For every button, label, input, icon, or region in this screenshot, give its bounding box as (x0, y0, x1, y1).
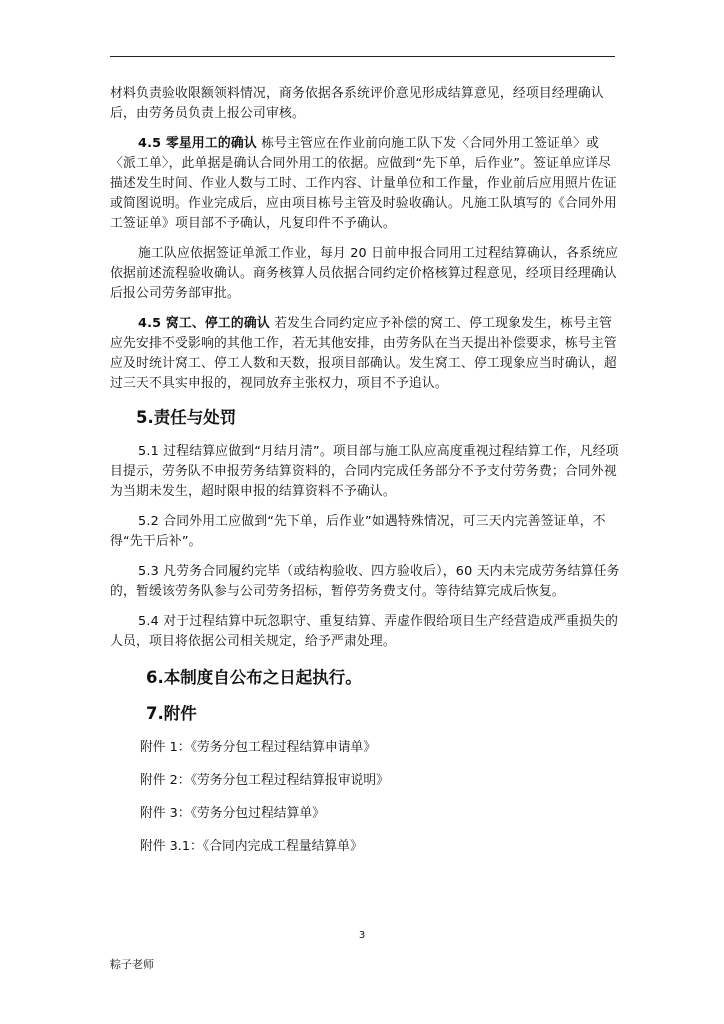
header-rule (110, 56, 615, 57)
attachment-item: 附件 1：《劳务分包工程过程结算申请单》 (140, 740, 377, 755)
paragraph-5-2: 5.2 合同外用工应做到“先下单，后作业”如遇特殊情况，可三天内完善签证单，不得“先干后补”。 (110, 514, 606, 549)
paragraph-dispatch: 施工队应依据签证单派工作业，每月 20 日前申报合同用工过程结算确认，各系统应依据前述流程验收确认。商务核算人员依据合同约定价格核算过程意见，经项目经理确认后报公司劳务部审批。 (110, 246, 619, 301)
page-number: 3 (358, 930, 366, 941)
document-body (110, 84, 620, 870)
section-heading: 4.5 窝工、停工的确认 (138, 316, 270, 331)
section-body: 若发生合同约定应予补偿的窝工、停工现象发生，栋号主管应先安排不受影响的其他工作，若无其他安排，由劳务队在当天提出补偿要求，栋号主管应及时统计窝工、停工人数和天数，报项目部确认。发生窝工、停工现象应当时确认，超过三天不具实申报的，视同放弃主张权力，项目不予追认。 (110, 316, 617, 391)
section-body: 栋号主管应在作业前向施工队下发〈合同外用工签证单〉或〈派工单〉，此单据是确认合同外用工的依据。应做到“先下单，后作业”。签证单应详尽描述发生时间、作业人数与工时、工作内容、计量单位和工作量，作业前后应用照片佐证或简图说明。作业完成后，应由项目栋号主管及时验收确认。凡施工队填写的《合同外用工签证单》项目部不予确认，凡复印件不予确认。 (110, 136, 617, 231)
paragraph-5-3: 5.3 凡劳务合同履约完毕（或结构验收、四方验收后），60 天内未完成劳务结算任务的，暂缓该劳务队参与公司劳务招标，暂停劳务费支付。等待结算完成后恢复。 (110, 564, 620, 599)
heading-5: 5.责任与处罚 (136, 408, 237, 427)
section-4-5-sporadic-labor (110, 134, 620, 234)
paragraph-5-1: 5.1 过程结算应做到“月结月清”。项目部与施工队应高度重视过程结算工作，凡经项目提示，劳务队不申报劳务结算资料的，合同内完成任务部分不予支付劳务费；合同外视为当期未发生，超时限申报的结算资料不予确认。 (110, 444, 619, 499)
footer-author: 粽子老师 (110, 958, 154, 971)
attachment-item: 附件 3.1：《合同内完成工程量结算单》 (140, 839, 363, 854)
attachment-item: 附件 3：《劳务分包过程结算单》 (140, 806, 325, 821)
section-4-5-idle-stoppage (110, 314, 620, 394)
attachment-item: 附件 2：《劳务分包工程过程结算报审说明》 (140, 773, 389, 788)
heading-7: 7.附件 (146, 704, 197, 723)
paragraph-material-acceptance: 材料负责验收限额领料情况，商务依据各系统评价意见形成结算意见，经项目经理确认后，由劳务员负责上报公司审核。 (110, 86, 604, 121)
paragraph-5-4: 5.4 对于过程结算中玩忽职守、重复结算、弄虚作假给项目生产经营造成严重损失的人员，项目将依据公司相关规定，给予严肃处理。 (110, 614, 619, 649)
heading-6: 6.本制度自公布之日起执行。 (146, 668, 362, 687)
section-heading: 4.5 零星用工的确认 (138, 136, 257, 151)
